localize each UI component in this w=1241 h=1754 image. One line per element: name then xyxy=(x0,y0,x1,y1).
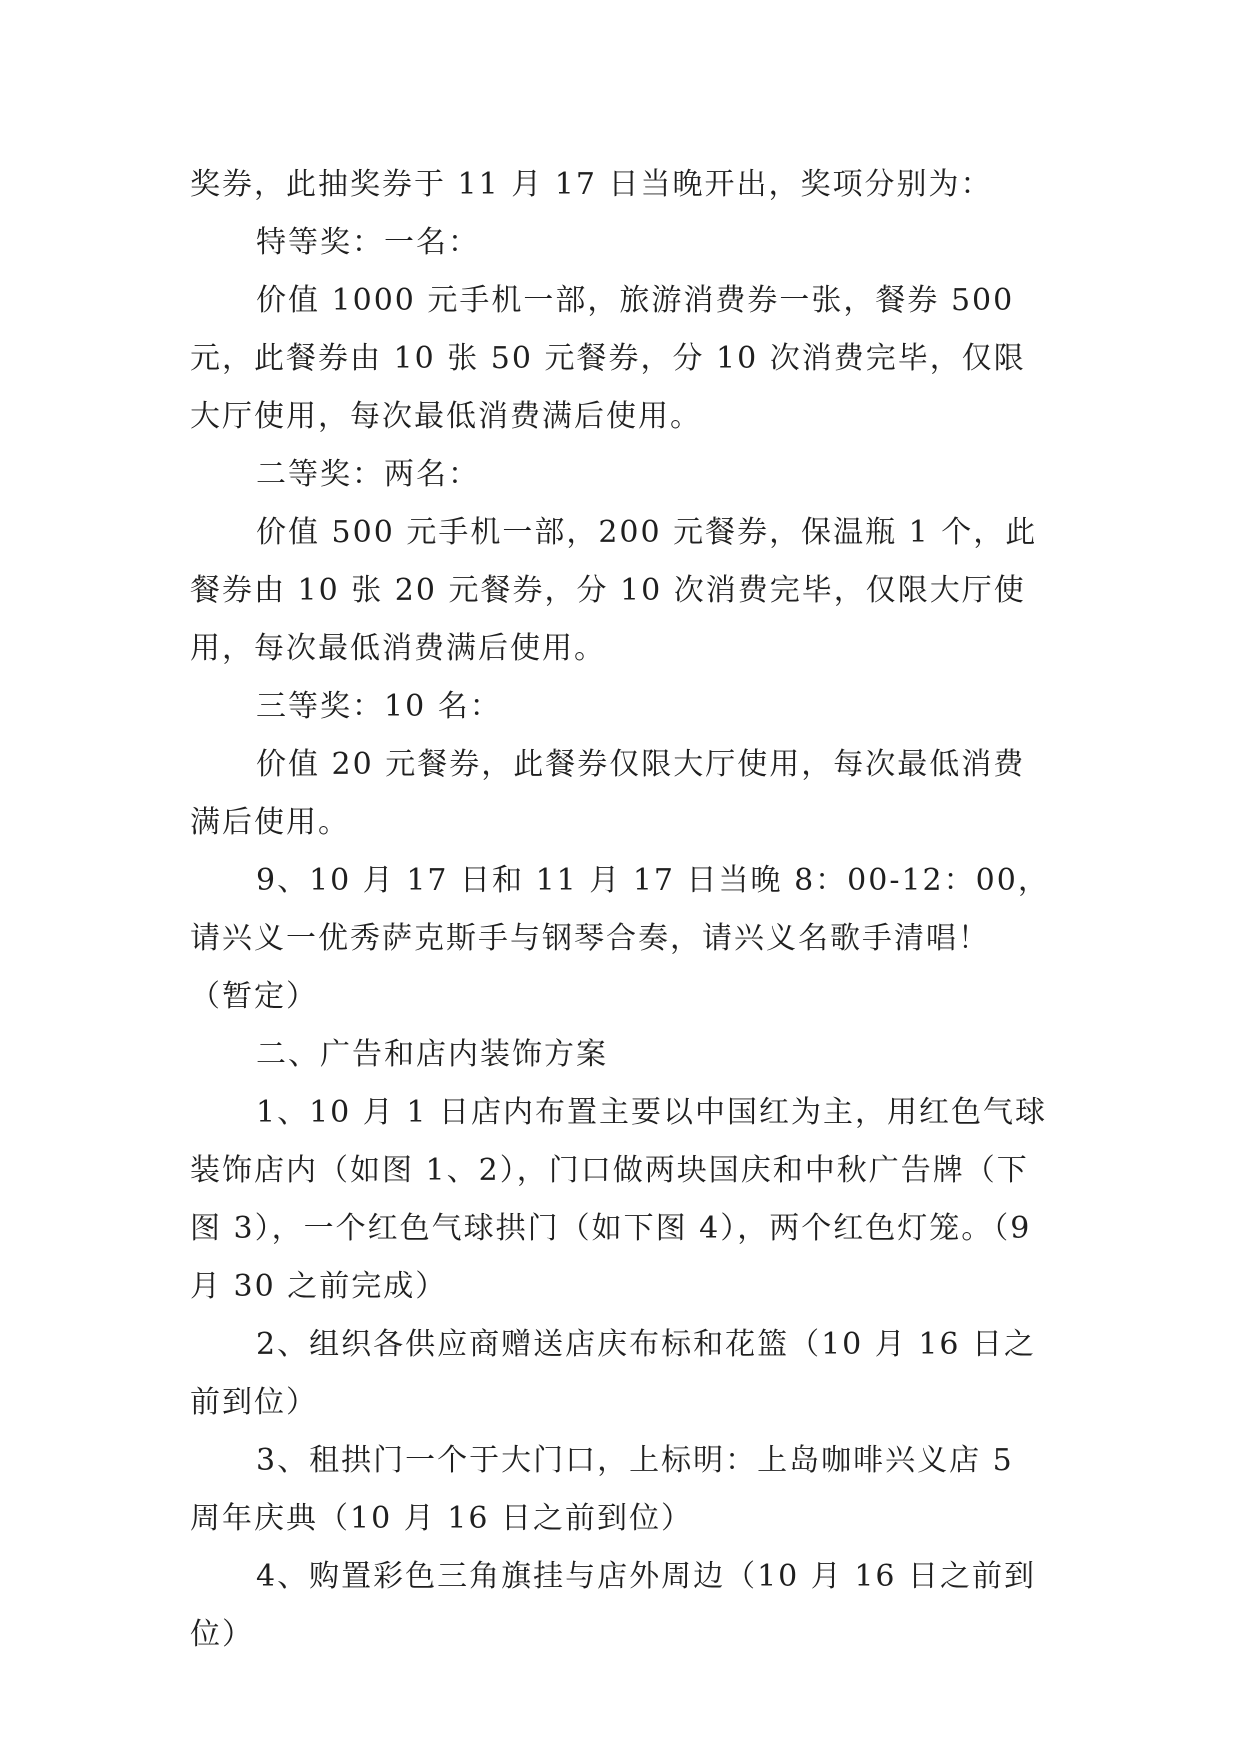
paragraph-special-prize-heading: 特等奖：一名： xyxy=(256,225,480,260)
paragraph-lottery-intro: 奖券，此抽奖券于 11 月 17 日当晚开出，奖项分别为： xyxy=(190,167,993,202)
section-heading-advertising-decoration: 二、广告和店内装饰方案 xyxy=(256,1037,608,1072)
paragraph-decoration-item-4: 4、购置彩色三角旗挂与店外周边（10 月 16 日之前到位） xyxy=(190,1559,1037,1652)
document-body xyxy=(190,156,1050,1664)
paragraph-item-9-performance: 9、10 月 17 日和 11 月 17 日当晚 8：00-12：00，请兴义一优秀萨克斯手与钢琴合奏，请兴义名歌手清唱！（暂定） xyxy=(190,863,1050,1014)
paragraph-third-prize-heading: 三等奖：10 名： xyxy=(256,689,502,724)
paragraph-decoration-item-3: 3、租拱门一个于大门口，上标明：上岛咖啡兴义店 5 周年庆典（10 月 16 日之前到位） xyxy=(190,1443,1014,1536)
paragraph-special-prize-details: 价值 1000 元手机一部，旅游消费券一张，餐券 500 元，此餐券由 10 张 50 元餐券，分 10 次消费完毕，仅限大厅使用，每次最低消费满后使用。 xyxy=(190,283,1026,434)
paragraph-decoration-item-1: 1、10 月 1 日店内布置主要以中国红为主，用红色气球装饰店内（如图 1、2），门口做两块国庆和中秋广告牌（下图 3），一个红色气球拱门（如下图 4），两个红色灯笼。（9 月 30 之前完成） xyxy=(190,1095,1047,1304)
paragraph-third-prize-details: 价值 20 元餐券，此餐券仅限大厅使用，每次最低消费满后使用。 xyxy=(190,747,1026,840)
paragraph-second-prize-details: 价值 500 元手机一部，200 元餐券，保温瓶 1 个，此餐券由 10 张 20 元餐券，分 10 次消费完毕，仅限大厅使用，每次最低消费满后使用。 xyxy=(190,515,1038,666)
paragraph-decoration-item-2: 2、组织各供应商赠送店庆布标和花篮（10 月 16 日之前到位） xyxy=(190,1327,1037,1420)
paragraph-second-prize-heading: 二等奖：两名： xyxy=(256,457,480,492)
